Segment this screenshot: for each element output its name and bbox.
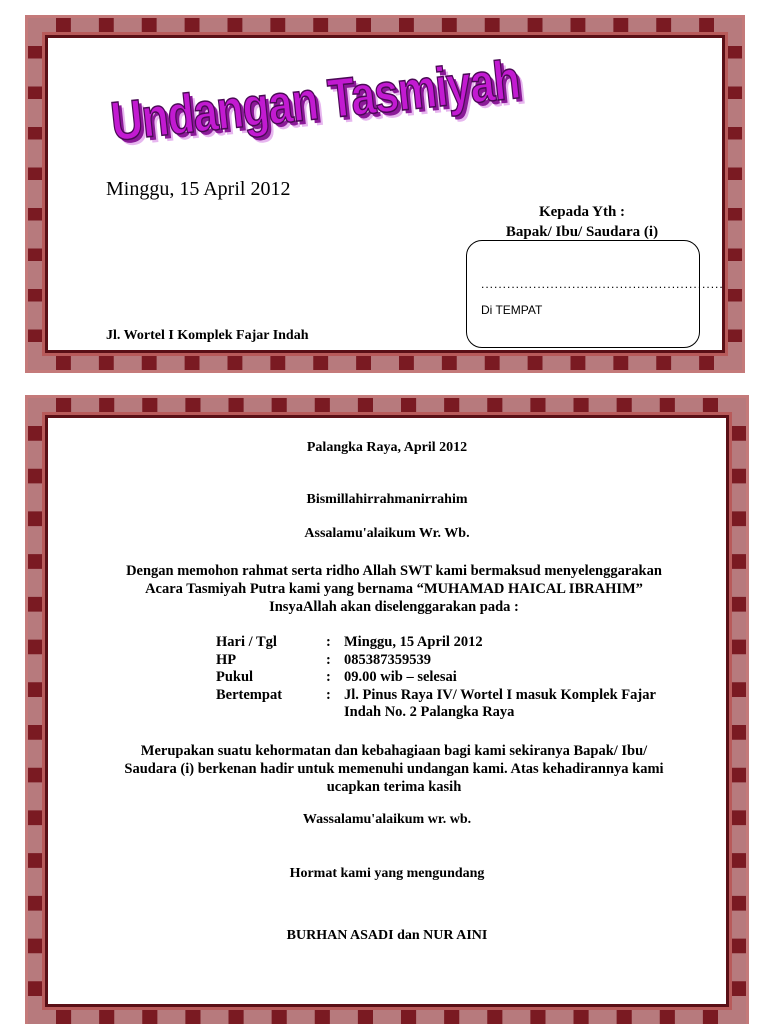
intro-paragraph bbox=[90, 562, 698, 616]
detail-sep: : bbox=[326, 651, 331, 668]
regards: Hormat kami yang mengundang bbox=[289, 866, 485, 881]
to-name: Bapak/ Ibu/ Saudara (i) bbox=[505, 224, 659, 240]
detail-row bbox=[216, 669, 694, 687]
place-date: Palangka Raya, April 2012 bbox=[306, 440, 468, 455]
sender-street: Jl. Wortel I Komplek Fajar Indah bbox=[106, 328, 309, 343]
detail-value: 09.00 wib – selesai bbox=[344, 669, 457, 685]
closing-paragraph bbox=[90, 742, 698, 796]
to-label: Kepada Yth : bbox=[538, 204, 626, 220]
closing-line: Saudara (i) berkenan hadir untuk memenuhi undangan kami. Atas kehadirannya kami bbox=[124, 761, 664, 777]
letter-card bbox=[28, 398, 746, 1024]
detail-sep bbox=[326, 704, 344, 722]
detail-row bbox=[216, 687, 694, 705]
detail-value: 085387359539 bbox=[344, 651, 431, 668]
detail-sep: : bbox=[326, 686, 331, 703]
event-date: Minggu, 15 April 2012 bbox=[106, 178, 291, 200]
signers: BURHAN ASADI dan NUR AINI bbox=[286, 928, 488, 943]
recipient-heading bbox=[462, 202, 702, 242]
detail-row bbox=[216, 704, 694, 722]
address-box bbox=[466, 240, 724, 348]
detail-sep: : bbox=[326, 634, 331, 650]
address-line: ........................................................ bbox=[481, 277, 724, 291]
closing-line: Merupakan suatu kehormatan dan kebahagiaan bagi kami sekiranya Bapak/ Ibu/ bbox=[140, 743, 648, 759]
basmalah: Bismillahirrahmanirrahim bbox=[306, 492, 468, 507]
detail-row bbox=[216, 634, 694, 652]
detail-label: HP bbox=[216, 651, 237, 668]
detail-value: Minggu, 15 April 2012 bbox=[344, 634, 483, 650]
intro-line: InsyaAllah akan diselenggarakan pada : bbox=[269, 599, 519, 615]
detail-value: Jl. Pinus Raya IV/ Wortel I masuk Komplek Fajar bbox=[344, 686, 656, 703]
greeting: Assalamu'alaikum Wr. Wb. bbox=[304, 526, 470, 541]
farewell: Wassalamu'alaikum wr. wb. bbox=[302, 812, 472, 827]
detail-row bbox=[216, 652, 694, 670]
envelope-card bbox=[28, 18, 742, 370]
address-place: Di TEMPAT bbox=[481, 303, 543, 317]
detail-label bbox=[216, 704, 326, 722]
intro-line: Acara Tasmiyah Putra kami yang bernama “MUHAMAD HAICAL IBRAHIM” bbox=[145, 581, 643, 597]
invitation-title-wordart: Undangan Tasmiyah bbox=[108, 49, 523, 153]
closing-line: ucapkan terima kasih bbox=[326, 779, 462, 795]
detail-value: Indah No. 2 Palangka Raya bbox=[344, 704, 515, 720]
detail-sep: : bbox=[326, 669, 331, 685]
intro-line: Dengan memohon rahmat serta ridho Allah SWT kami bermaksud menyelenggarakan bbox=[126, 563, 662, 579]
detail-label: Hari / Tgl bbox=[216, 634, 277, 650]
event-details bbox=[216, 634, 694, 722]
detail-label: Pukul bbox=[216, 669, 254, 685]
detail-label: Bertempat bbox=[216, 686, 283, 703]
